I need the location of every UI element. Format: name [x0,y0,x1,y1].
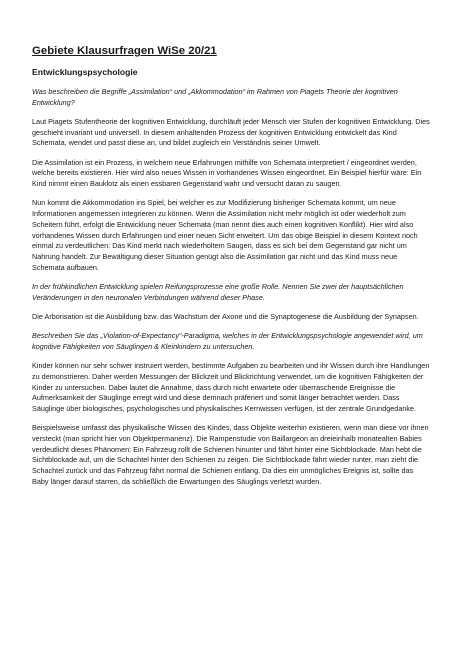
question-paragraph: Beschreiben Sie das „Violation-of-Expectancy“-Paradigma, welches in der Entwicklungspsychologie angewendet wird, um kognitive Fähigkeiten von Säuglingen & Kleinkindern zu untersuchen. [32,331,423,351]
section-heading: Entwicklungspsychologie [32,67,138,77]
answer-paragraph: Die Arborisation ist die Ausbildung bzw. das Wachstum der Axone und die Synaptogenese die Ausbildung der Synapsen. [32,311,419,321]
document-title: Gebiete Klausurfragen WiSe 20/21 [32,45,217,57]
answer-paragraph: Nun kommt die Akkommodation ins Spiel, bei welcher es zur Modifizierung bisheriger Schemata kommt, um neue Informationen angemessen integrieren zu können. Wenn die Assimilation nicht mehr möglich ist oder wiederholt zum Scheitern führt, erfolgt die Entwicklung neuer Schemata (man nennt dies auch einen kognitiven Konflikt). Hier wird also vorhandenes Wissen durch Erfahrungen und einer neuen Sicht erweitert. Um das obige Beispiel in diesem Kontext noch einmal zu verdeutlichen: Das Kind merkt nach wiederholtem Saugen, dass es sich bei dem Gegenstand gar nicht um Nahrung handelt. Zur Bewältigung dieser Situation genügt also die Assimilation gar nicht und das Kind muss neue Schemata aufbauen. [32,198,418,272]
answer-paragraph: Kinder können nur sehr schwer instruiert werden, bestimmte Aufgaben zu bearbeiten und ihr Wissen durch ihre Handlungen zu demonstrieren. Daher werden Messungen der Blickzeit und Blickrichtung verwendet, um die kognitiven Fähigkeiten der Kinder zu untersuchen. Dabei lautet die Annahme, dass durch nicht erwartete oder überraschende Ereignisse die Aufmerksamkeit der Säuglinge erregt wird und diese demnach präferiert und somit länger betrachtet werden. Dass Säuglinge über biologisches, psychologisches und physikalisches Kernwissen verfügen, ist der zentrale Grundgedanke. [32,361,430,414]
question-paragraph: In der frühkindlichen Entwicklung spielen Reifungsprozesse eine große Rolle. Nennen Sie zwei der hauptsächlichen Veränderungen in den neuronalen Verbindungen während dieser Phase. [32,281,404,302]
question-paragraph: Was beschreiben die Begriffe „Assimilation“ und „Akkommodation“ im Rahmen von Piagets Theorie der kognitiven Entwicklung? [32,87,398,107]
answer-paragraph: Beispielsweise umfasst das physikalische Wissen des Kindes, dass Objekte weiterhin existieren, wenn man diese vor ihnen versteckt (man spricht hier von Objektpermanenz). Die Rampenstudie von Baillargeon an dreieinhalb monatealten Babies verdeutlicht dieses Phänomen: Ein Fahrzeug rollt die Schienen hinunter und fährt hinter eine Sichtblockade. Man hebt die Sichtblockade auf, um die Schachtel hinter den Schienen zu zeigen. Die Sichtblockade fährt wieder runter, man zieht die Schachtel zurück und das Fahrzeug fährt normal die Schienen entlang. Da dies ein unmögliches Ereignis ist, sollte das Baby länger darauf starren, da schließlich die Erwartungen des Säuglings verletzt wurden. [32,423,429,486]
answer-paragraph: Die Assimilation ist ein Prozess, in welchem neue Erfahrungen mithilfe von Schemata interpretiert / eingeordnet werden, welche bereits existieren. Hier wird also neues Wissen in vorhandenes Wissen eingeordnet. Ein Beispiel hierfür wäre: Ein Kind nimmt einen Bauklotz als einen essbaren Gegenstand wahr und versucht daran zu saugen. [32,157,422,189]
answer-paragraph: Laut Piagets Stufentheorie der kognitiven Entwicklung, durchläuft jeder Mensch vier Stufen der kognitiven Entwicklung. Dies geschieht invariant und universell. In diesem anhaltenden Prozess der kognitiven Entwicklung entwickelt das Kind Schemata, wendet und passt diese an, und bildet zugleich ein Verständnis seiner Umwelt. [32,117,430,148]
